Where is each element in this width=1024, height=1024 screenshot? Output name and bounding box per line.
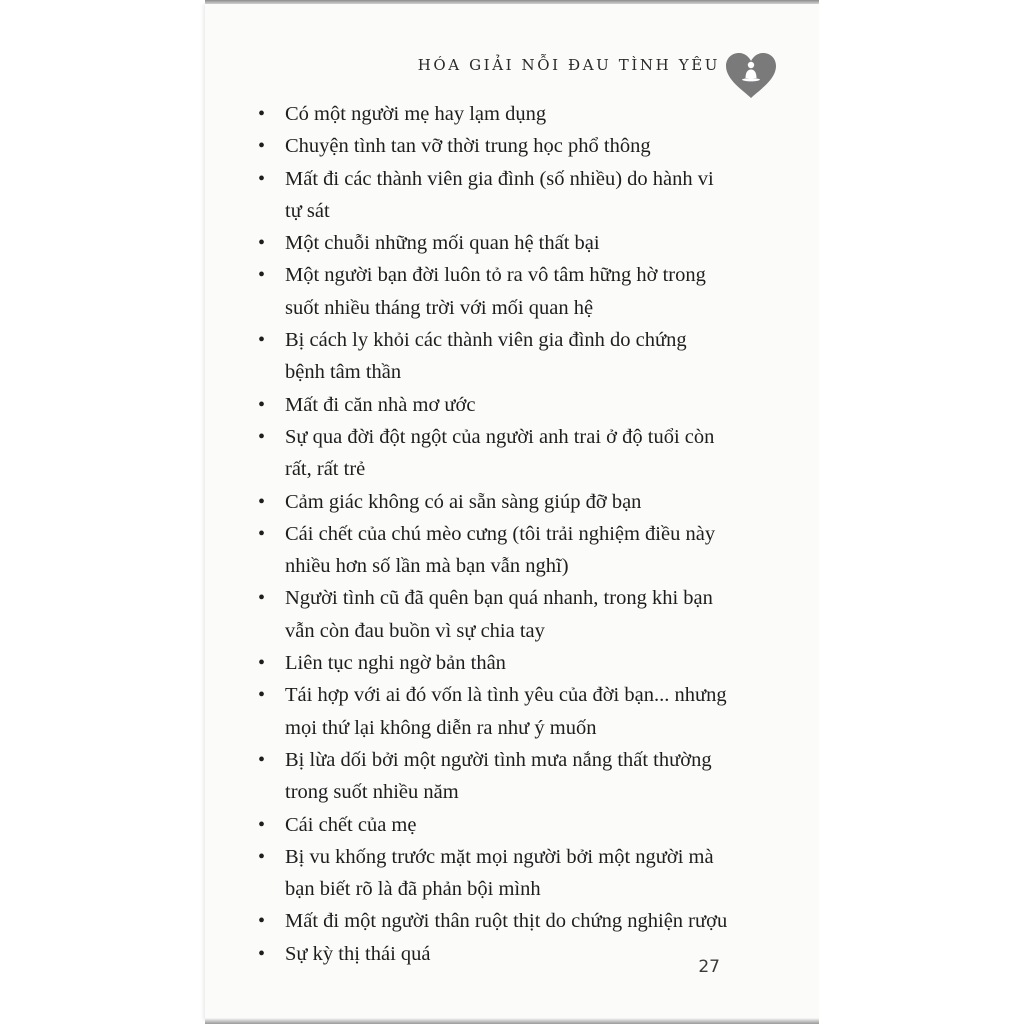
list-item-text: Liên tục nghi ngờ bản thân: [285, 652, 506, 675]
list-item-text: Bị vu khống trước mặt mọi người bởi một người mà bạn biết rõ là đã phản bội mình: [285, 845, 714, 901]
bullet-marker: •: [258, 748, 266, 771]
list-item-text: Mất đi căn nhà mơ ước: [285, 393, 476, 416]
list-item-text: Sự qua đời đột ngột của người anh trai ở độ tuổi còn rất, rất trẻ: [285, 425, 715, 481]
list-item: [258, 130, 728, 162]
bullet-marker: •: [258, 490, 266, 513]
bullet-marker: •: [258, 103, 266, 125]
list-item-text: Mất đi một người thân ruột thịt do chứng nghiện rượu: [285, 910, 728, 933]
list-item: [258, 938, 728, 970]
list-item: [258, 744, 728, 809]
bullet-marker: •: [258, 587, 266, 610]
list-item-text: Người tình cũ đã quên bạn quá nhanh, trong khi bạn vẫn còn đau buồn vì sự chia tay: [285, 587, 713, 642]
bullet-marker: •: [258, 813, 266, 836]
bullet-marker: •: [258, 652, 266, 675]
list-item: [258, 98, 728, 130]
list-item-text: Có một người mẹ hay lạm dụng: [285, 103, 547, 125]
list-item: [258, 841, 728, 906]
list-item: [258, 518, 728, 583]
list-item-text: Cái chết của chú mèo cưng (tôi trải nghiệm điều này nhiều hơn số lần mà bạn vẫn nghĩ): [285, 522, 716, 578]
bullet-marker: •: [258, 425, 266, 448]
list-item-text: Sự kỳ thị thái quá: [285, 942, 431, 965]
bullet-marker: •: [258, 167, 266, 190]
list-item: [258, 389, 728, 421]
list-item: [258, 324, 728, 389]
bullet-marker: •: [258, 232, 266, 255]
list-item: [258, 486, 728, 518]
list-item: [258, 679, 728, 744]
bullet-marker: •: [258, 522, 266, 545]
bullet-marker: •: [258, 329, 266, 352]
bullet-marker: •: [258, 910, 266, 933]
bullet-marker: •: [258, 684, 266, 707]
list-item: [258, 809, 728, 841]
list-item: [258, 163, 728, 228]
page-number: 27: [698, 957, 720, 977]
list-item-text: Bị cách ly khỏi các thành viên gia đình do chứng bệnh tâm thần: [285, 329, 687, 384]
bullet-marker: •: [258, 942, 266, 965]
list-item: [258, 259, 728, 324]
list-item: [258, 647, 728, 679]
bullet-marker: •: [258, 135, 266, 158]
list-item-text: Bị lừa dối bởi một người tình mưa nắng thất thường trong suốt nhiều năm: [285, 748, 712, 804]
list-item-text: Mất đi các thành viên gia đình (số nhiều) do hành vi tự sát: [285, 167, 714, 222]
list-item-text: Tái hợp với ai đó vốn là tình yêu của đời bạn... nhưng mọi thứ lại không diễn ra như ý muốn: [285, 684, 727, 739]
list-item-text: Chuyện tình tan vỡ thời trung học phổ thông: [285, 135, 651, 158]
bullet-marker: •: [258, 393, 266, 416]
list-item: [258, 582, 728, 647]
list-item-text: Cái chết của mẹ: [285, 813, 417, 836]
bullet-list: [258, 98, 728, 970]
heart-meditation-icon: [724, 51, 778, 99]
list-item: [258, 905, 728, 937]
list-item: [258, 421, 728, 486]
list-item-text: Một người bạn đời luôn tỏ ra vô tâm hững hờ trong suốt nhiều tháng trời với mối quan hệ: [285, 264, 706, 319]
list-item-text: Một chuỗi những mối quan hệ thất bại: [285, 232, 600, 255]
page-bottom-edge: [205, 1018, 819, 1024]
list-item-text: Cảm giác không có ai sẵn sàng giúp đỡ bạn: [285, 490, 642, 513]
bullet-marker: •: [258, 264, 266, 287]
bullet-marker: •: [258, 845, 266, 868]
running-header: HÓA GIẢI NỖI ĐAU TÌNH YÊU: [417, 56, 720, 74]
list-item: [258, 227, 728, 259]
